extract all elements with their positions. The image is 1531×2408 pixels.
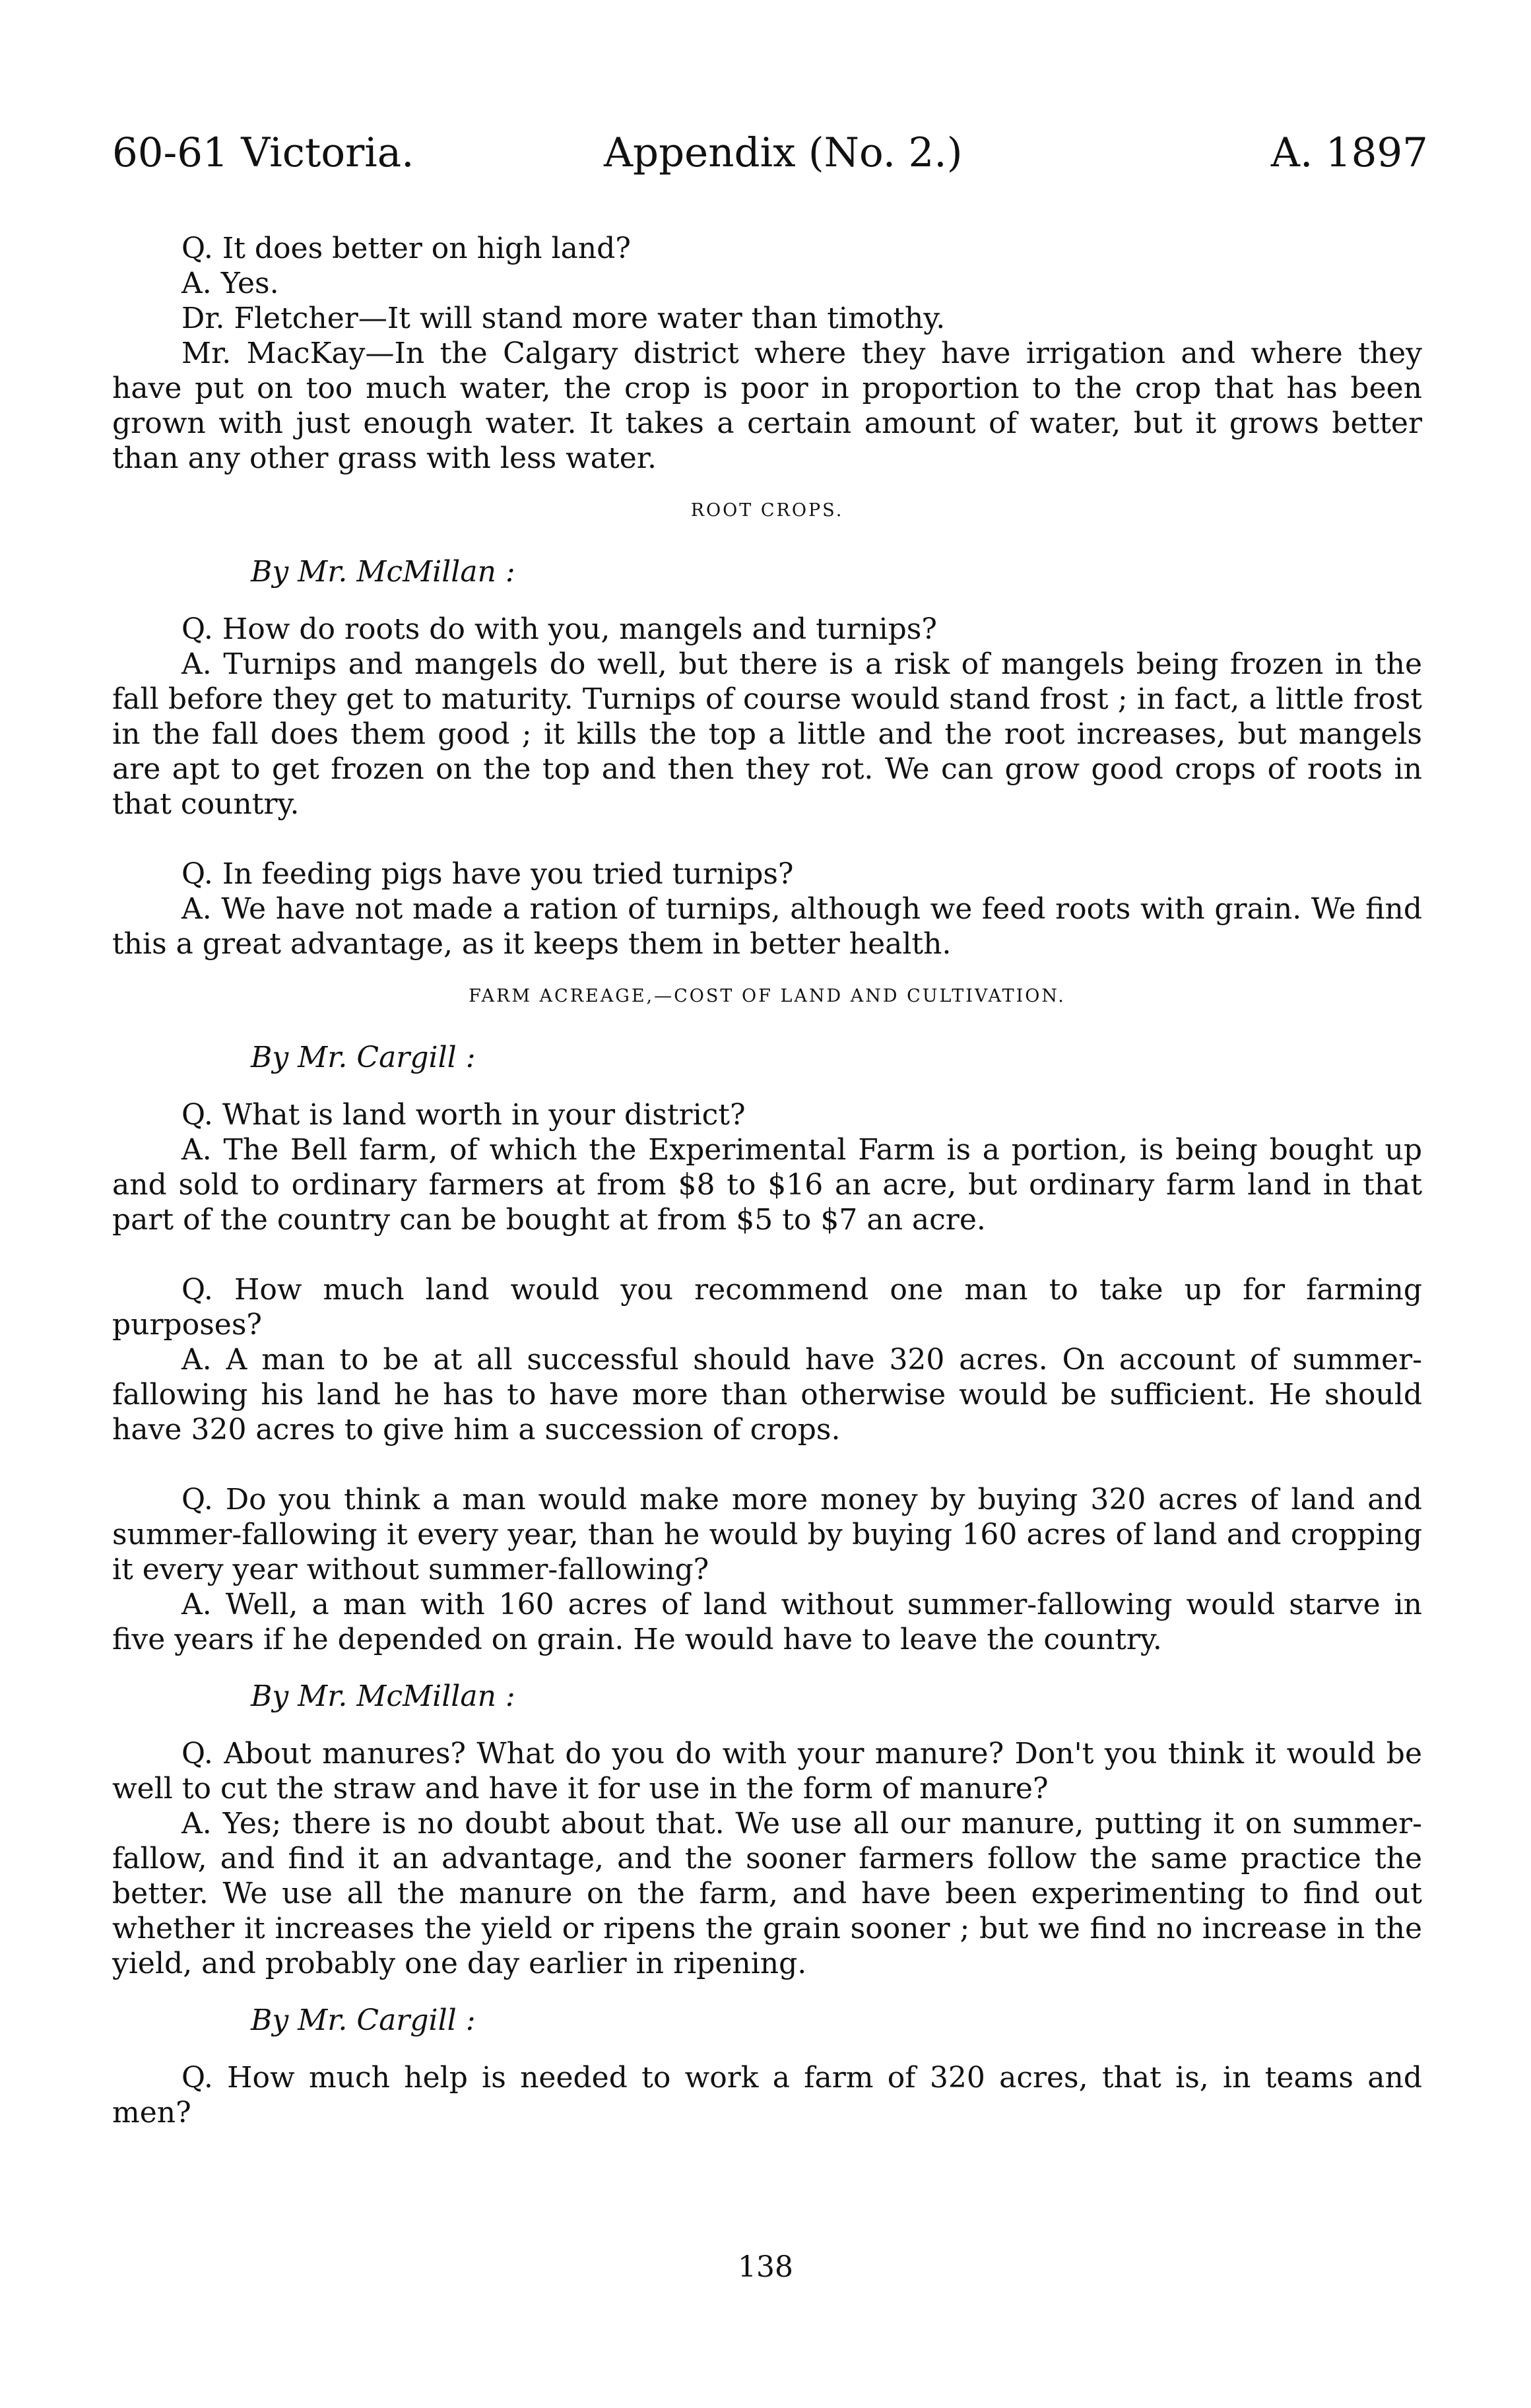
spacer: [112, 1657, 1422, 1670]
examiner-line: By Mr. Cargill :: [251, 1041, 476, 1074]
question: Q. In feeding pigs have you tried turnips?: [181, 857, 794, 891]
answer: A. We have not made a ration of turnips, although we feed roots with grain. We find this a great advantage, as it keeps them in better health.: [112, 892, 1422, 961]
answer: A. The Bell farm, of which the Experimental Farm is a portion, is being bought up and sold to ordinary farmers at from $8 to $16 an acre, but ordinary farm land in that part of the country can be bought at from $5 to $7 an acre.: [112, 1133, 1422, 1237]
header-session: 60-61 Victoria.: [112, 129, 414, 176]
question: Q. How much land would you recommend one man to take up for farming purposes?: [112, 1273, 1422, 1342]
answer: A. A man to be at all successful should have 320 acres. On account of summer-fallowing his land he has to have more than otherwise would be sufficient. He should have 320 acres to give him a succession of crops.: [112, 1343, 1422, 1447]
question: Q. It does better on high land?: [181, 232, 631, 265]
examiner-line: By Mr. Cargill :: [251, 2003, 476, 2037]
spacer: [112, 1084, 1422, 1097]
header-appendix: Appendix (No. 2.): [604, 129, 963, 176]
section-heading-farm-acreage: FARM ACREAGE,—COST OF LAND AND CULTIVATION.: [469, 986, 1066, 1006]
spacer: [112, 822, 1422, 857]
page-number: 138: [738, 2250, 793, 2284]
spacer: [112, 1981, 1422, 1994]
answer: A. Turnips and mangels do well, but there is a risk of mangels being frozen in the fall before they get to maturity. Turnips of course would stand frost ; in fact, a little frost in the fall does them good ; it kills the top a little and the root increases, but mangels are apt to get frozen on the top and then they rot. We can grow good crops of roots in that country.: [112, 647, 1422, 821]
answer: A. Yes.: [181, 267, 279, 300]
spacer: [112, 599, 1422, 612]
spacer: [112, 1723, 1422, 1736]
spacer: [112, 1237, 1422, 1272]
header-year: A. 1897: [1270, 129, 1428, 176]
answer: A. Well, a man with 160 acres of land without summer-fallowing would starve in five years if he depended on grain. He would have to leave the country.: [112, 1588, 1422, 1656]
examiner-line: By Mr. McMillan :: [251, 1679, 515, 1713]
question: Q. How do roots do with you, mangels and turnips?: [181, 612, 937, 646]
question: Q. How much help is needed to work a farm of 320 acres, that is, in teams and men?: [112, 2061, 1422, 2130]
question: Q. What is land worth in your district?: [181, 1098, 746, 1132]
document-body: [112, 231, 1422, 2130]
running-header: [112, 129, 1428, 182]
answer: A. Yes; there is no doubt about that. We use all our manure, putting it on summer-fallow, and find it an advantage, and the sooner farmers follow the same practice the better. We use all the manure on the farm, and have been experimenting to find out whether it increases the yield or ripens the grain sooner ; but we find no increase in the yield, and probably one day earlier in ripening.: [112, 1807, 1422, 1980]
remark-fletcher: Dr. Fletcher—It will stand more water than timothy.: [181, 302, 946, 335]
section-heading-root-crops: ROOT CROPS.: [690, 500, 844, 521]
question: Q. About manures? What do you do with your manure? Don't you think it would be well to cut the straw and have it for use in the form of manure?: [112, 1737, 1422, 1806]
spacer: [112, 1447, 1422, 1482]
examiner-line: By Mr. McMillan :: [251, 555, 515, 589]
question: Q. Do you think a man would make more money by buying 320 acres of land and summer-fallowing it every year, than he would by buying 160 acres of land and cropping it every year without summer-fallowing?: [112, 1483, 1422, 1586]
remark-mackay: Mr. MacKay—In the Calgary district where they have irrigation and where they have put on too much water, the crop is poor in proportion to the crop that has been grown with just enough water. It takes a certain amount of water, but it grows better than any other grass with less water.: [112, 337, 1422, 475]
spacer: [112, 2047, 1422, 2060]
